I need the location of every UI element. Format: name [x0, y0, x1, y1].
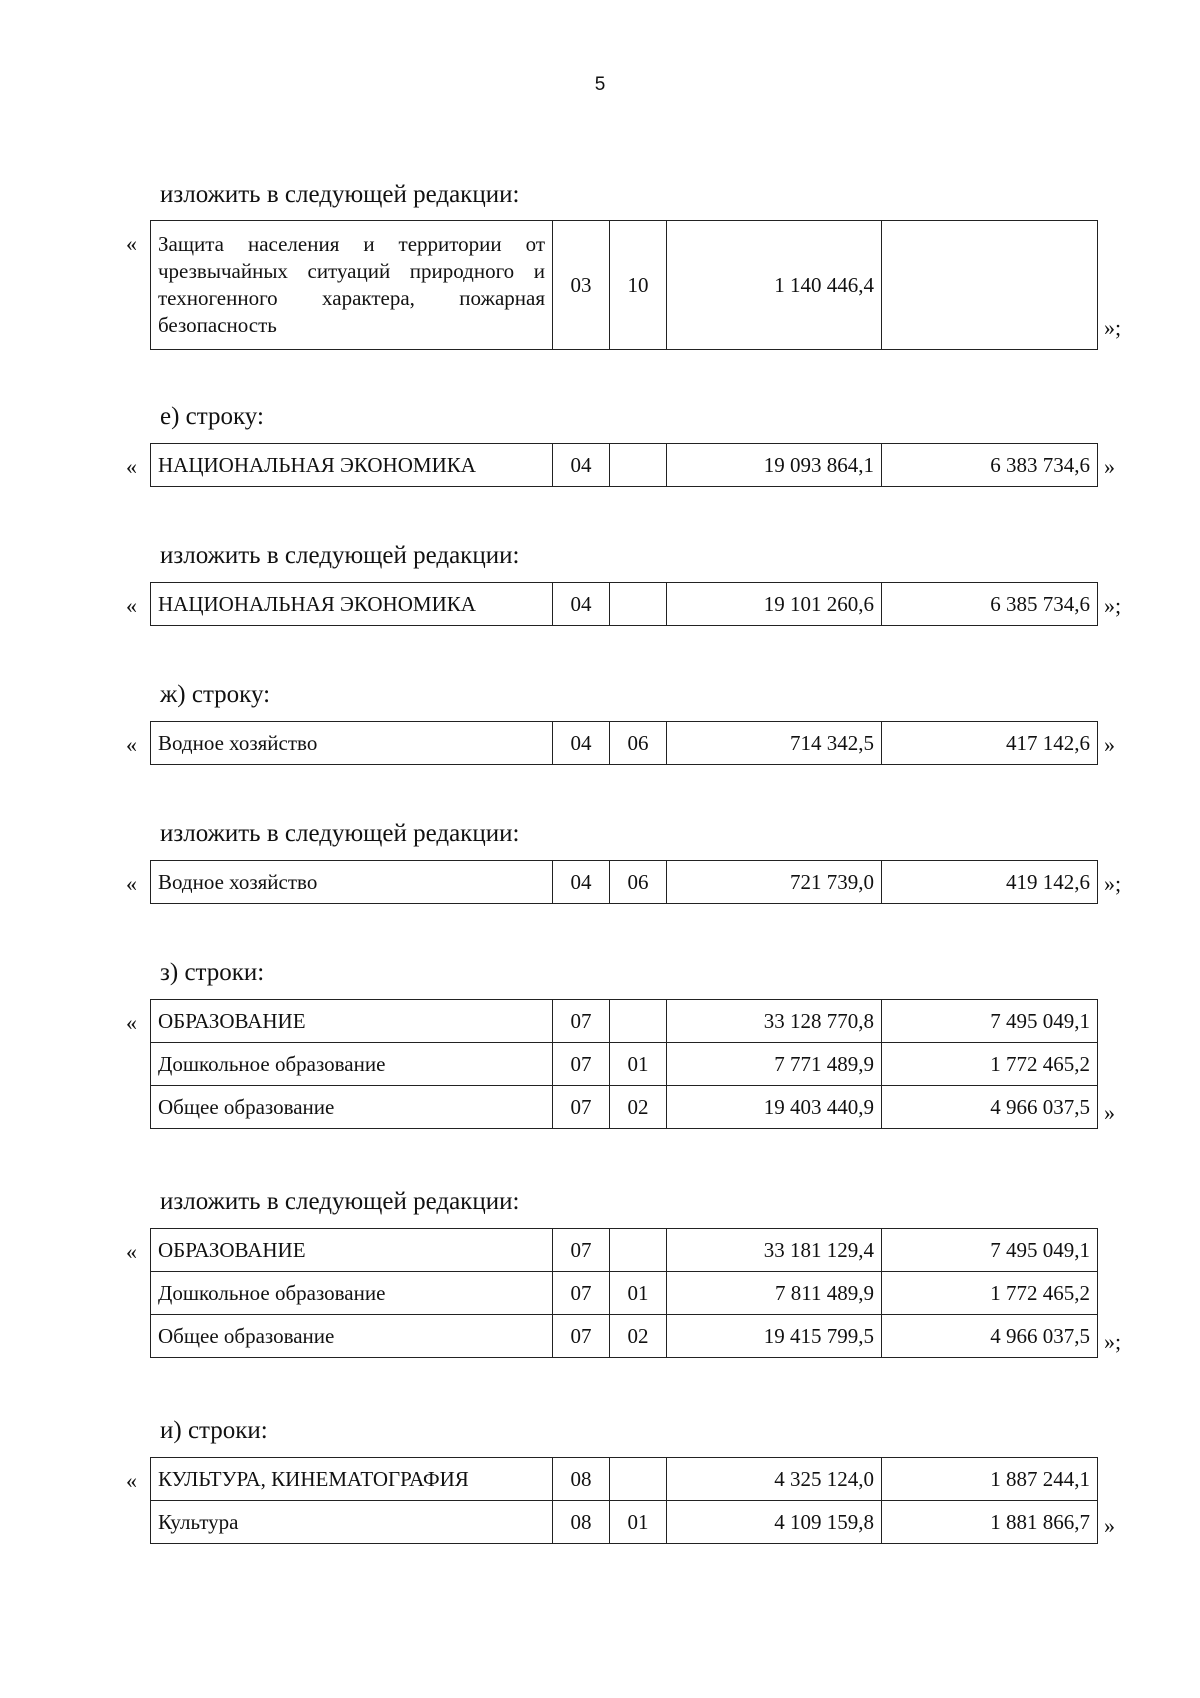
row-federal: 7 495 049,1 — [882, 1000, 1098, 1043]
row-section-code: 08 — [553, 1458, 610, 1501]
table-row — [151, 1501, 1098, 1544]
row-name: Дошкольное образование — [151, 1272, 553, 1315]
budget-table — [150, 999, 1098, 1129]
close-quote: »; — [1104, 871, 1122, 896]
row-name: Защита населения и территории от чрезвычайных ситуаций природного и техногенного характера, пожарная безопасность — [151, 221, 553, 350]
row-total: 33 128 770,8 — [667, 1000, 882, 1043]
table-row — [151, 1272, 1098, 1315]
row-federal: 7 495 049,1 — [882, 1229, 1098, 1272]
row-federal: 6 383 734,6 — [882, 444, 1098, 487]
row-total: 7 811 489,9 — [667, 1272, 882, 1315]
section-label: з) строки: — [160, 959, 265, 986]
open-quote: « — [126, 593, 137, 618]
row-name: НАЦИОНАЛЬНАЯ ЭКОНОМИКА — [151, 583, 553, 626]
row-subsection-code: 02 — [610, 1086, 667, 1129]
row-federal: 4 966 037,5 — [882, 1315, 1098, 1358]
row-federal: 4 966 037,5 — [882, 1086, 1098, 1129]
row-subsection-code: 01 — [610, 1043, 667, 1086]
row-section-code: 07 — [553, 1315, 610, 1358]
page-number: 5 — [594, 74, 606, 95]
row-section-code: 08 — [553, 1501, 610, 1544]
section-label: ж) строку: — [160, 681, 271, 708]
budget-table — [150, 582, 1098, 626]
row-subsection-code: 01 — [610, 1501, 667, 1544]
row-name: Общее образование — [151, 1315, 553, 1358]
table-row — [151, 722, 1098, 765]
row-name: Водное хозяйство — [151, 861, 553, 904]
section-label: изложить в следующей редакции: — [160, 181, 520, 208]
row-total: 4 109 159,8 — [667, 1501, 882, 1544]
row-subsection-code — [610, 1458, 667, 1501]
budget-table — [150, 1228, 1098, 1358]
table-row — [151, 861, 1098, 904]
row-section-code: 04 — [553, 444, 610, 487]
table-row — [151, 1043, 1098, 1086]
section-label: е) строку: — [160, 403, 264, 430]
row-subsection-code: 02 — [610, 1315, 667, 1358]
row-section-code: 03 — [553, 221, 610, 350]
row-total: 33 181 129,4 — [667, 1229, 882, 1272]
row-subsection-code — [610, 583, 667, 626]
row-total: 19 403 440,9 — [667, 1086, 882, 1129]
budget-table — [150, 860, 1098, 904]
row-section-code: 07 — [553, 1043, 610, 1086]
close-quote: » — [1104, 1100, 1115, 1125]
table-row — [151, 1315, 1098, 1358]
row-federal: 1 881 866,7 — [882, 1501, 1098, 1544]
table-row — [151, 1000, 1098, 1043]
row-section-code: 04 — [553, 583, 610, 626]
open-quote: « — [126, 732, 137, 757]
row-section-code: 04 — [553, 861, 610, 904]
row-name: Культура — [151, 1501, 553, 1544]
open-quote: « — [126, 871, 137, 896]
row-section-code: 04 — [553, 722, 610, 765]
row-subsection-code — [610, 444, 667, 487]
row-name: НАЦИОНАЛЬНАЯ ЭКОНОМИКА — [151, 444, 553, 487]
row-federal: 6 385 734,6 — [882, 583, 1098, 626]
budget-table — [150, 443, 1098, 487]
close-quote: »; — [1104, 1329, 1122, 1354]
row-federal: 1 772 465,2 — [882, 1043, 1098, 1086]
row-federal: 417 142,6 — [882, 722, 1098, 765]
open-quote: « — [126, 1239, 137, 1264]
open-quote: « — [126, 454, 137, 479]
row-total: 19 101 260,6 — [667, 583, 882, 626]
close-quote: » — [1104, 1513, 1115, 1538]
row-section-code: 07 — [553, 1272, 610, 1315]
row-total: 19 415 799,5 — [667, 1315, 882, 1358]
row-subsection-code — [610, 1000, 667, 1043]
row-name: Общее образование — [151, 1086, 553, 1129]
row-total: 1 140 446,4 — [667, 221, 882, 350]
section-label: изложить в следующей редакции: — [160, 1188, 520, 1215]
open-quote: « — [126, 1010, 137, 1035]
row-section-code: 07 — [553, 1229, 610, 1272]
row-federal: 1 772 465,2 — [882, 1272, 1098, 1315]
table-row — [151, 583, 1098, 626]
close-quote: » — [1104, 732, 1115, 757]
row-total: 721 739,0 — [667, 861, 882, 904]
close-quote: »; — [1104, 593, 1122, 618]
table-row — [151, 1458, 1098, 1501]
row-federal: 419 142,6 — [882, 861, 1098, 904]
row-total: 4 325 124,0 — [667, 1458, 882, 1501]
budget-table — [150, 721, 1098, 765]
section-label: изложить в следующей редакции: — [160, 820, 520, 847]
section-label: и) строки: — [160, 1417, 268, 1444]
open-quote: « — [126, 1468, 137, 1493]
row-name: ОБРАЗОВАНИЕ — [151, 1000, 553, 1043]
open-quote: « — [126, 231, 137, 256]
row-name: ОБРАЗОВАНИЕ — [151, 1229, 553, 1272]
row-total: 714 342,5 — [667, 722, 882, 765]
row-total: 19 093 864,1 — [667, 444, 882, 487]
table-row — [151, 444, 1098, 487]
row-total: 7 771 489,9 — [667, 1043, 882, 1086]
row-federal: 1 887 244,1 — [882, 1458, 1098, 1501]
budget-table — [150, 1457, 1098, 1544]
row-federal — [882, 221, 1098, 350]
row-section-code: 07 — [553, 1000, 610, 1043]
row-subsection-code: 06 — [610, 861, 667, 904]
table-row — [151, 1086, 1098, 1129]
row-subsection-code: 06 — [610, 722, 667, 765]
row-name: Водное хозяйство — [151, 722, 553, 765]
close-quote: »; — [1104, 315, 1122, 340]
row-subsection-code: 10 — [610, 221, 667, 350]
row-name: Дошкольное образование — [151, 1043, 553, 1086]
row-name: КУЛЬТУРА, КИНЕМАТОГРАФИЯ — [151, 1458, 553, 1501]
table-row — [151, 221, 1098, 350]
budget-table — [150, 220, 1098, 350]
row-subsection-code — [610, 1229, 667, 1272]
row-subsection-code: 01 — [610, 1272, 667, 1315]
section-label: изложить в следующей редакции: — [160, 542, 520, 569]
row-section-code: 07 — [553, 1086, 610, 1129]
close-quote: » — [1104, 454, 1115, 479]
table-row — [151, 1229, 1098, 1272]
